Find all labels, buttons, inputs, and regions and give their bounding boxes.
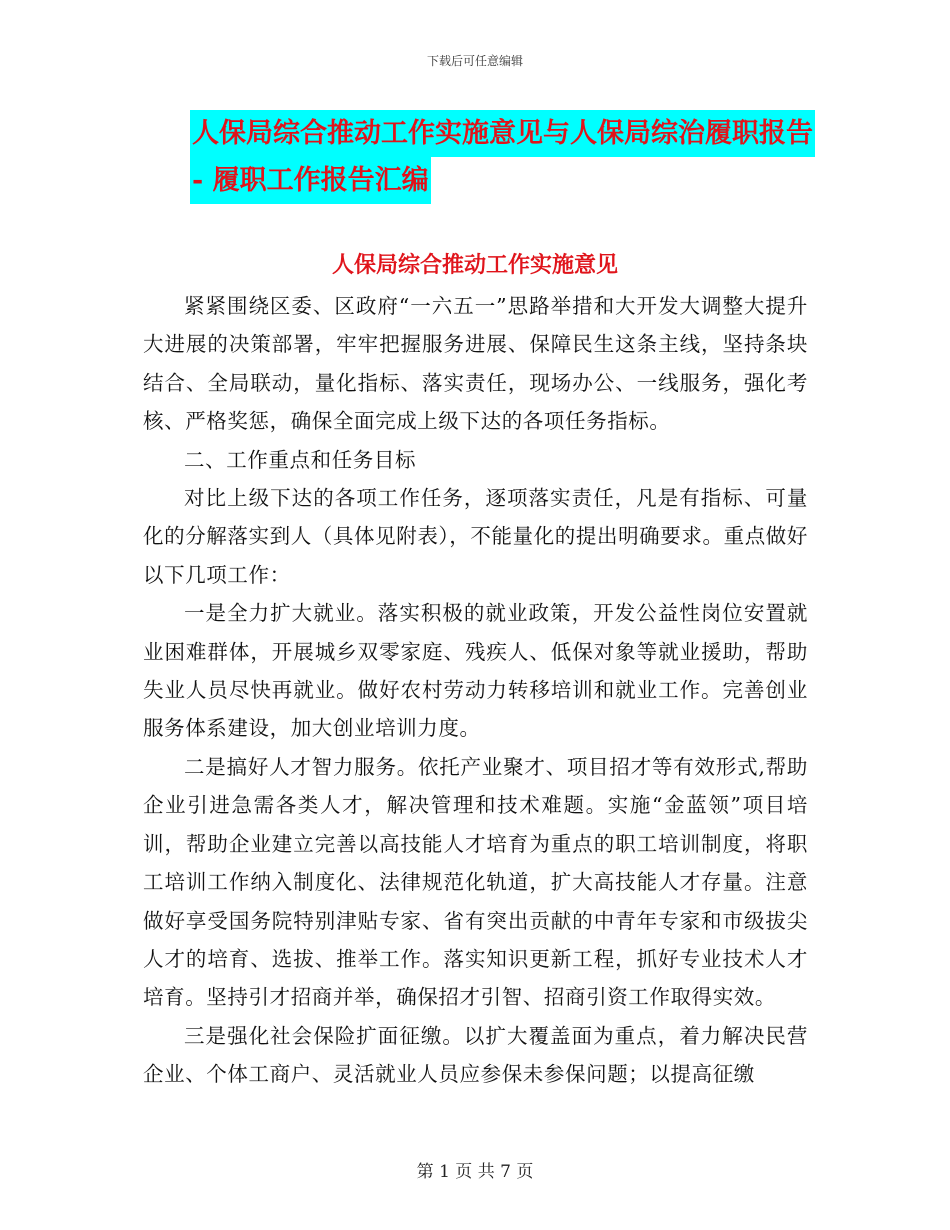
paragraph: 紧紧围绕区委、区政府“一六五一”思路举措和大开发大调整大提升大进展的决策部署，牢牢把握服务进展、保障民生这条主线，坚持条块结合、全局联动，量化指标、落实责任，现场办公、一线服务，强化考核、严格奖惩，确保全面完成上级下达的各项任务指标。 <box>143 294 808 434</box>
header-note: 下载后可任意编辑 <box>426 54 523 68</box>
paragraph: 三是强化社会保险扩面征缴。以扩大覆盖面为重点，着力解决民营企业、个体工商户、灵活就业人员应参保未参保问题；以提高征缴 <box>143 1023 808 1087</box>
document-body <box>143 287 808 1094</box>
title-line-1: 人保局综合推动工作实施意见与人保局综治履职报告 <box>190 110 815 157</box>
page-footer: 第 1 页 共 7 页 <box>416 1162 534 1182</box>
title-line-2: - 履职工作报告汇编 <box>190 157 431 204</box>
section-title: 人保局综合推动工作实施意见 <box>331 252 618 278</box>
paragraph: 二是搞好人才智力服务。依托产业聚才、项目招才等有效形式,帮助企业引进急需各类人才，解决管理和技术难题。实施“金蓝领”项目培训，帮助企业建立完善以高技能人才培育为重点的职工培训制度，将职工培训工作纳入制度化、法律规范化轨道，扩大高技能人才存量。注意做好享受国务院特别津贴专家、省有突出贡献的中青年专家和市级拔尖人才的培育、选拔、推举工作。落实知识更新工程，抓好专业技术人才培育。坚持引才招商并举，确保招才引智、招商引资工作取得实效。 <box>143 754 808 1010</box>
paragraph: 对比上级下达的各项工作任务，逐项落实责任，凡是有指标、可量化的分解落实到人（具体见附表），不能量化的提出明确要求。重点做好以下几项工作： <box>143 486 808 587</box>
paragraph: 一是全力扩大就业。落实积极的就业政策，开发公益性岗位安置就业困难群体，开展城乡双零家庭、残疾人、低保对象等就业援助，帮助失业人员尽快再就业。做好农村劳动力转移培训和就业工作。完善创业服务体系建设，加大创业培训力度。 <box>143 601 808 741</box>
document-title <box>190 110 830 204</box>
paragraph: 二、工作重点和任务目标 <box>184 447 417 472</box>
